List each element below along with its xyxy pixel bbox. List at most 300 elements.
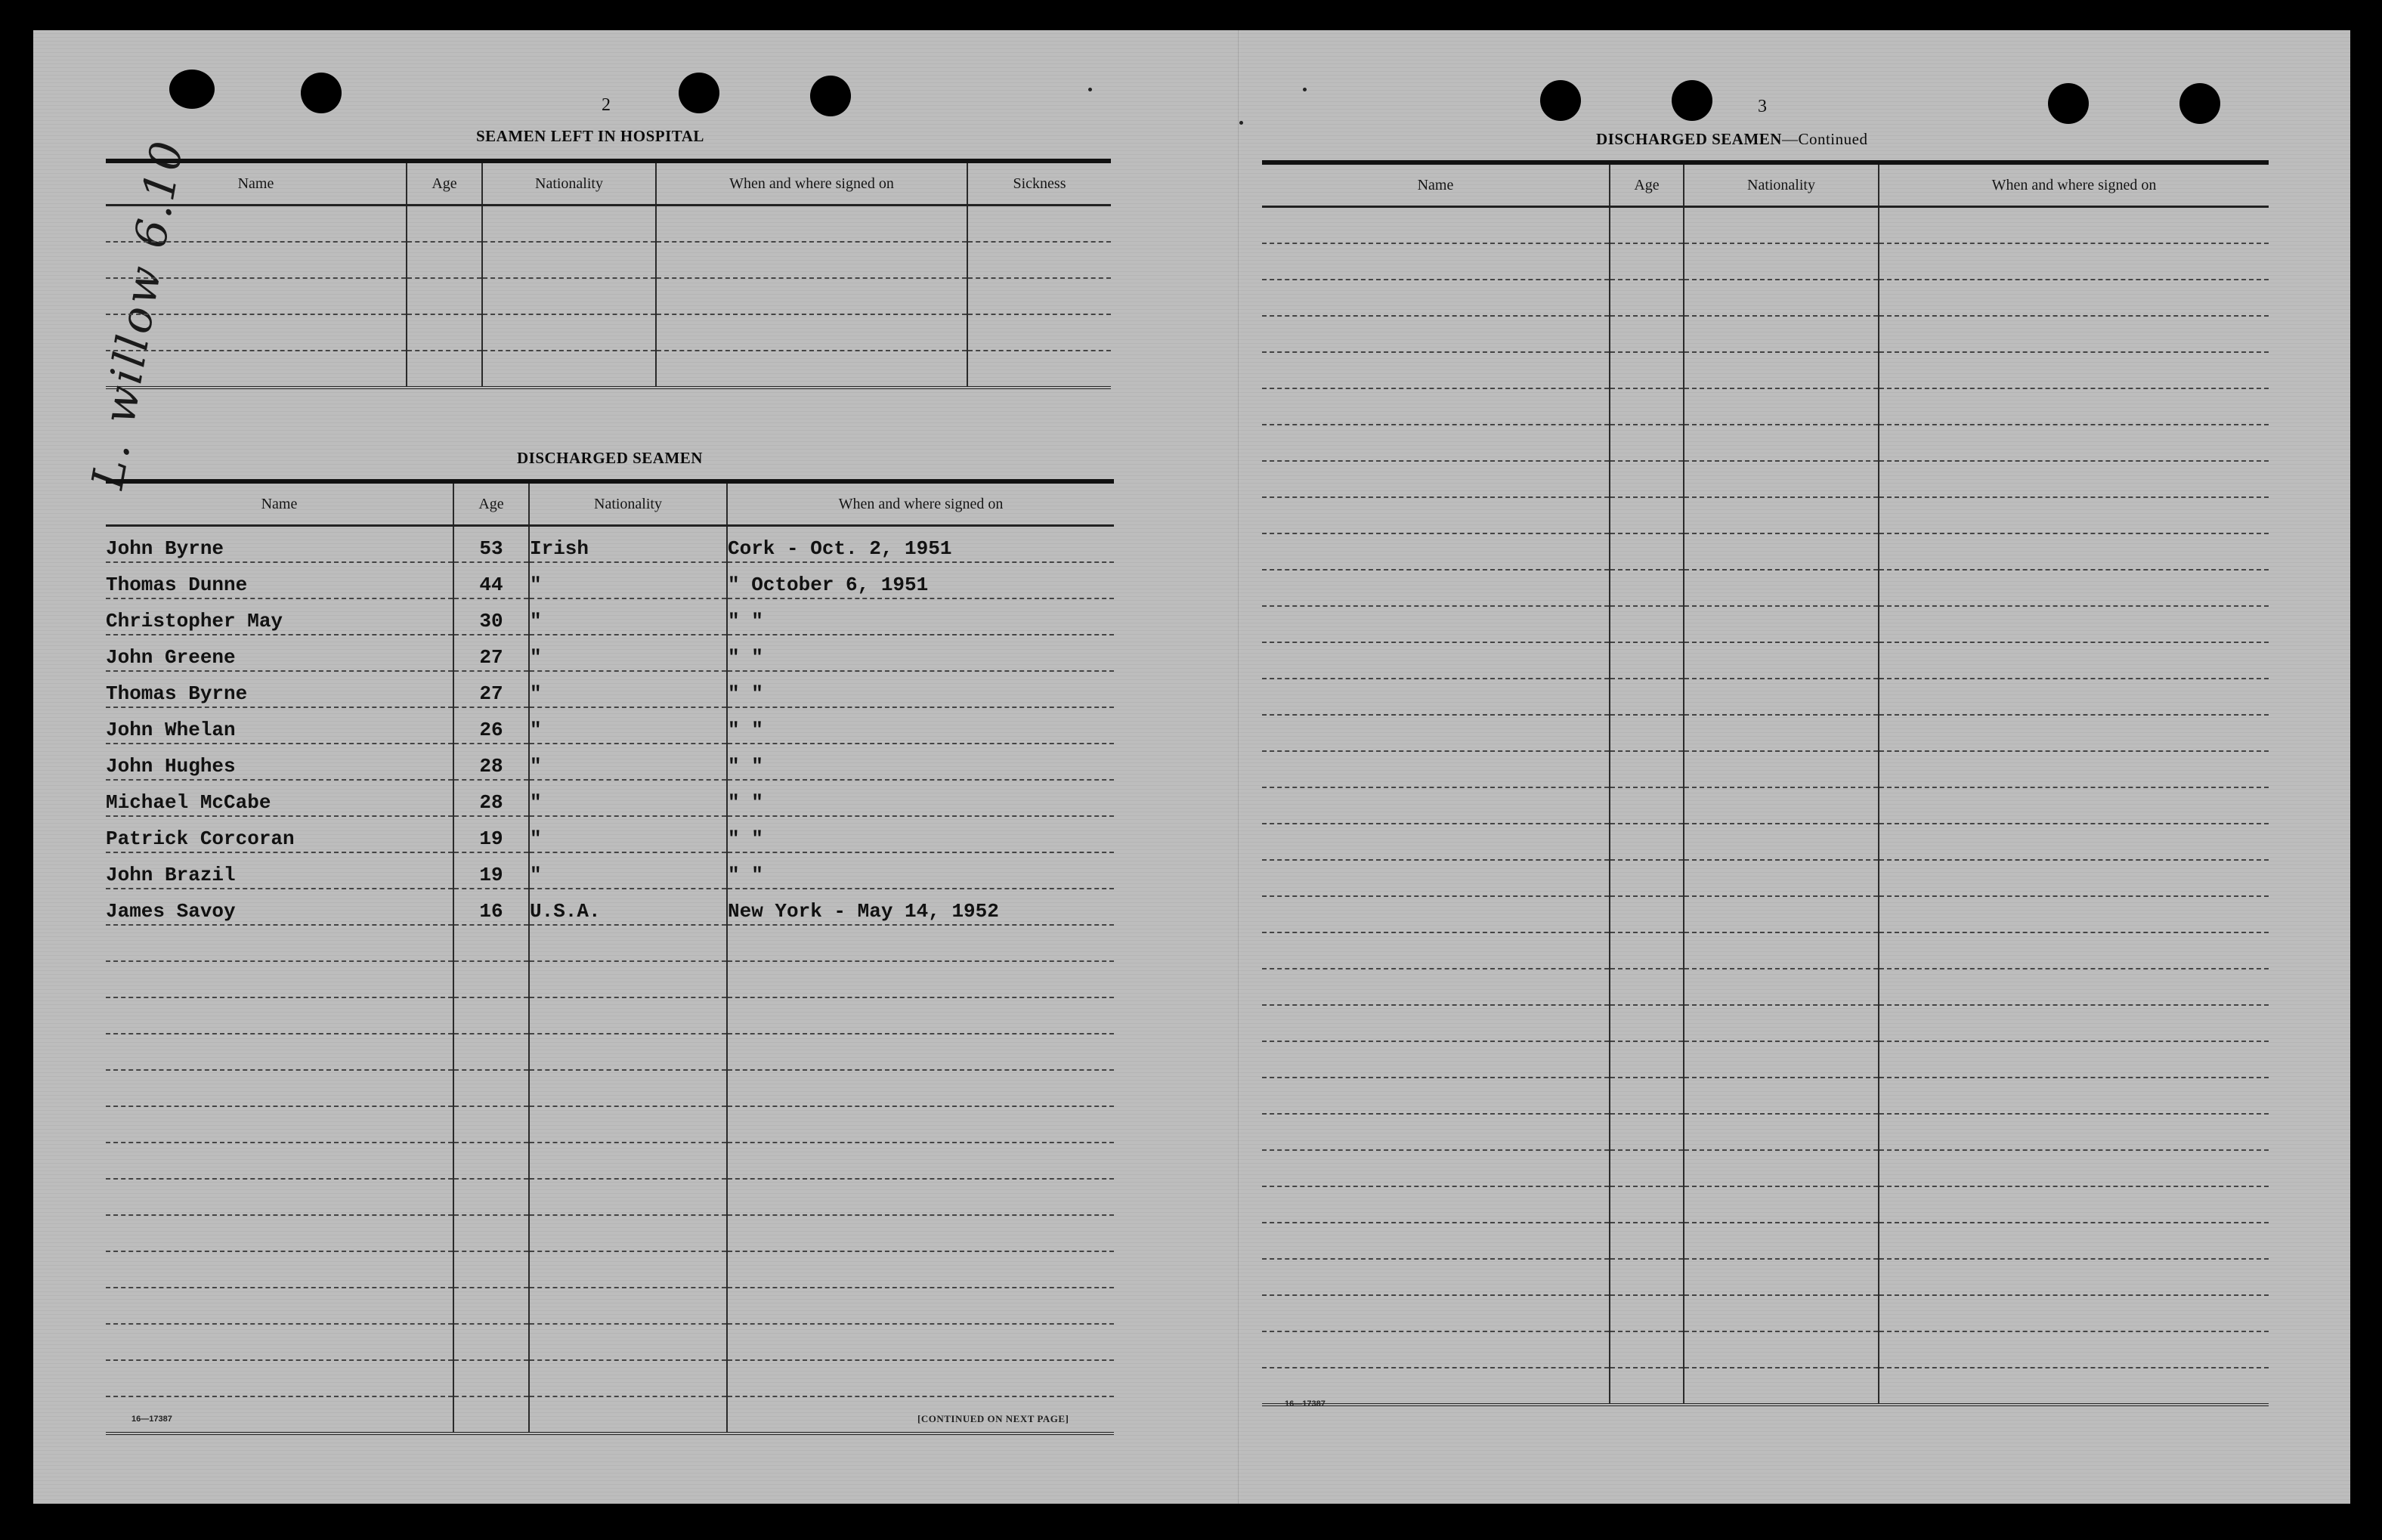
cell-age bbox=[1610, 243, 1684, 280]
cell-age bbox=[453, 1215, 529, 1251]
cell-name bbox=[106, 1324, 453, 1360]
cell-nationality bbox=[529, 1215, 727, 1251]
discharged-continued-table bbox=[1262, 160, 2269, 1406]
cell-nationality bbox=[1684, 1259, 1879, 1295]
cell-when-where bbox=[727, 1251, 1114, 1288]
cell-when-where bbox=[656, 314, 967, 351]
cell-nationality bbox=[482, 314, 656, 351]
cell-when-where bbox=[656, 351, 967, 388]
cell-age bbox=[453, 961, 529, 997]
cell-sickness bbox=[967, 314, 1111, 351]
column-header-name: Name bbox=[106, 481, 453, 526]
cell-age bbox=[1610, 679, 1684, 715]
cell-age bbox=[1610, 316, 1684, 352]
cell-nationality bbox=[1684, 1041, 1879, 1078]
discharged-row bbox=[106, 925, 1114, 961]
cell-when-where bbox=[1879, 533, 2269, 570]
cell-sickness bbox=[967, 351, 1111, 388]
cell-age bbox=[1610, 642, 1684, 679]
blank-row bbox=[1262, 1331, 2269, 1368]
cell-age bbox=[1610, 860, 1684, 896]
page-number-right: 3 bbox=[1758, 97, 1767, 116]
cell-when-where bbox=[1879, 606, 2269, 642]
blank-row bbox=[1262, 461, 2269, 497]
cell-when-where: " " bbox=[727, 635, 1114, 671]
cell-age bbox=[453, 1034, 529, 1070]
cell-age bbox=[407, 351, 482, 388]
cell-name bbox=[1262, 1041, 1610, 1078]
cell-name bbox=[106, 314, 407, 351]
blank-row bbox=[1262, 243, 2269, 280]
cell-nationality bbox=[1684, 969, 1879, 1005]
blank-row bbox=[1262, 1295, 2269, 1331]
blank-row bbox=[1262, 1150, 2269, 1186]
cell-name bbox=[1262, 1295, 1610, 1331]
document-sheet bbox=[33, 30, 2350, 1504]
cell-name bbox=[106, 1215, 453, 1251]
cell-when-where bbox=[727, 925, 1114, 961]
blank-row bbox=[1262, 824, 2269, 860]
cell-nationality bbox=[1684, 1114, 1879, 1150]
cell-name bbox=[1262, 1186, 1610, 1223]
cell-when-where bbox=[727, 1324, 1114, 1360]
column-header-age: Age bbox=[407, 161, 482, 206]
cell-age: 19 bbox=[453, 852, 529, 889]
cell-name bbox=[1262, 824, 1610, 860]
cell-name bbox=[106, 1288, 453, 1324]
cell-name bbox=[1262, 1331, 1610, 1368]
discharged-row bbox=[106, 1070, 1114, 1106]
cell-when-where bbox=[1879, 1041, 2269, 1078]
cell-name bbox=[1262, 207, 1610, 244]
cell-nationality bbox=[1684, 1078, 1879, 1114]
cell-age bbox=[453, 1179, 529, 1215]
cell-age bbox=[1610, 1186, 1684, 1223]
cell-when-where bbox=[1879, 715, 2269, 751]
cell-when-where bbox=[1879, 896, 2269, 932]
cell-age: 26 bbox=[453, 707, 529, 744]
cell-when-where bbox=[1879, 1331, 2269, 1368]
cell-age bbox=[1610, 606, 1684, 642]
cell-name bbox=[1262, 497, 1610, 533]
blank-row bbox=[1262, 860, 2269, 896]
cell-when-where bbox=[1879, 1295, 2269, 1331]
discharged-row bbox=[106, 598, 1114, 635]
cell-sickness bbox=[967, 242, 1111, 278]
discharged-row bbox=[106, 961, 1114, 997]
column-header-when-where: When and where signed on bbox=[727, 481, 1114, 526]
cell-when-where bbox=[1879, 1259, 2269, 1295]
cell-age bbox=[1610, 1078, 1684, 1114]
cell-nationality bbox=[1684, 932, 1879, 969]
cell-when-where bbox=[727, 1179, 1114, 1215]
cell-age bbox=[1610, 207, 1684, 244]
blank-row bbox=[1262, 787, 2269, 824]
cell-nationality bbox=[529, 1251, 727, 1288]
discharged-row bbox=[106, 997, 1114, 1034]
cell-nationality bbox=[1684, 352, 1879, 388]
discharged-row bbox=[106, 852, 1114, 889]
discharged-continued-title bbox=[1596, 130, 1867, 149]
cell-nationality bbox=[1684, 1368, 1879, 1405]
page-fold bbox=[1238, 30, 1240, 1504]
cell-when-where bbox=[1879, 461, 2269, 497]
cell-nationality: " bbox=[529, 671, 727, 707]
column-header-nationality: Nationality bbox=[482, 161, 656, 206]
cell-nationality bbox=[482, 206, 656, 243]
cell-age bbox=[1610, 1295, 1684, 1331]
cell-name bbox=[1262, 642, 1610, 679]
cell-age bbox=[453, 1324, 529, 1360]
cell-when-where bbox=[1879, 751, 2269, 787]
column-header-nationality: Nationality bbox=[529, 481, 727, 526]
cell-when-where bbox=[1879, 1078, 2269, 1114]
column-header-when-where: When and where signed on bbox=[1879, 162, 2269, 207]
discharged-row bbox=[106, 1034, 1114, 1070]
column-header-name: Name bbox=[1262, 162, 1610, 207]
cell-name bbox=[1262, 679, 1610, 715]
cell-age bbox=[453, 1251, 529, 1288]
cell-name bbox=[1262, 570, 1610, 606]
blank-row bbox=[1262, 388, 2269, 425]
cell-age bbox=[1610, 932, 1684, 969]
blank-row bbox=[1262, 207, 2269, 244]
cell-name bbox=[1262, 388, 1610, 425]
cell-name bbox=[1262, 606, 1610, 642]
punch-hole bbox=[2048, 83, 2089, 124]
cell-nationality bbox=[1684, 243, 1879, 280]
discharged-row bbox=[106, 562, 1114, 598]
cell-nationality bbox=[1684, 1223, 1879, 1259]
cell-when-where: Cork - Oct. 2, 1951 bbox=[727, 526, 1114, 563]
cell-nationality: " bbox=[529, 780, 727, 816]
cell-name bbox=[1262, 461, 1610, 497]
cell-when-where: " " bbox=[727, 780, 1114, 816]
cell-nationality bbox=[1684, 1295, 1879, 1331]
blank-row bbox=[1262, 715, 2269, 751]
title-suffix: —Continued bbox=[1781, 130, 1868, 148]
discharged-row bbox=[106, 707, 1114, 744]
discharged-row bbox=[106, 1360, 1114, 1396]
cell-nationality bbox=[1684, 207, 1879, 244]
title-text: DISCHARGED SEAMEN bbox=[1596, 130, 1782, 148]
punch-hole bbox=[1540, 80, 1581, 121]
cell-nationality bbox=[1684, 280, 1879, 316]
cell-nationality bbox=[1684, 388, 1879, 425]
cell-nationality bbox=[1684, 896, 1879, 932]
blank-row bbox=[1262, 352, 2269, 388]
blank-row bbox=[1262, 570, 2269, 606]
blank-row bbox=[1262, 642, 2269, 679]
cell-nationality bbox=[1684, 606, 1879, 642]
hospital-section-title: SEAMEN LEFT IN HOSPITAL bbox=[476, 127, 704, 145]
discharged-row bbox=[106, 889, 1114, 925]
cell-nationality: U.S.A. bbox=[529, 889, 727, 925]
column-header-age: Age bbox=[453, 481, 529, 526]
cell-age bbox=[1610, 425, 1684, 461]
cell-age: 30 bbox=[453, 598, 529, 635]
cell-nationality: " bbox=[529, 852, 727, 889]
cell-nationality bbox=[1684, 715, 1879, 751]
cell-name bbox=[1262, 1005, 1610, 1041]
blank-row bbox=[1262, 1114, 2269, 1150]
cell-when-where: " " bbox=[727, 671, 1114, 707]
cell-nationality bbox=[482, 242, 656, 278]
column-header-age: Age bbox=[1610, 162, 1684, 207]
discharged-header-row bbox=[106, 481, 1114, 526]
cell-age: 53 bbox=[453, 526, 529, 563]
cell-age bbox=[1610, 497, 1684, 533]
cell-age bbox=[453, 997, 529, 1034]
blank-row bbox=[1262, 1005, 2269, 1041]
cell-nationality bbox=[529, 1034, 727, 1070]
cell-name bbox=[106, 1179, 453, 1215]
cell-name: Thomas Byrne bbox=[106, 671, 453, 707]
cell-name bbox=[1262, 896, 1610, 932]
cell-name bbox=[106, 278, 407, 314]
cell-nationality bbox=[1684, 570, 1879, 606]
cell-name bbox=[1262, 1259, 1610, 1295]
discharged-row bbox=[106, 635, 1114, 671]
cell-age: 27 bbox=[453, 635, 529, 671]
cell-name bbox=[106, 1143, 453, 1179]
cell-nationality bbox=[1684, 679, 1879, 715]
cell-age bbox=[453, 925, 529, 961]
cell-nationality bbox=[529, 1360, 727, 1396]
cell-when-where bbox=[727, 1070, 1114, 1106]
cell-nationality bbox=[529, 925, 727, 961]
cell-name bbox=[1262, 751, 1610, 787]
cell-name bbox=[1262, 533, 1610, 570]
ink-speck bbox=[1239, 121, 1243, 125]
discharged-row bbox=[106, 744, 1114, 780]
cell-when-where bbox=[1879, 679, 2269, 715]
cell-age bbox=[1610, 824, 1684, 860]
cell-when-where bbox=[1879, 243, 2269, 280]
cell-when-where bbox=[1879, 1114, 2269, 1150]
cell-name bbox=[1262, 787, 1610, 824]
cell-nationality bbox=[1684, 497, 1879, 533]
cell-age bbox=[1610, 461, 1684, 497]
cell-name: John Greene bbox=[106, 635, 453, 671]
cell-when-where bbox=[727, 1034, 1114, 1070]
discharged-row bbox=[106, 1143, 1114, 1179]
cell-when-where bbox=[1879, 425, 2269, 461]
cell-when-where bbox=[1879, 207, 2269, 244]
cell-when-where bbox=[1879, 280, 2269, 316]
cell-when-where: " " bbox=[727, 816, 1114, 852]
cell-when-where: " " bbox=[727, 852, 1114, 889]
cell-name bbox=[1262, 243, 1610, 280]
cell-name bbox=[106, 1070, 453, 1106]
discharged-row bbox=[106, 1288, 1114, 1324]
cell-name bbox=[1262, 316, 1610, 352]
cell-nationality bbox=[1684, 1331, 1879, 1368]
cell-when-where bbox=[1879, 824, 2269, 860]
blank-row bbox=[1262, 1186, 2269, 1223]
column-header-sickness: Sickness bbox=[967, 161, 1111, 206]
blank-row bbox=[1262, 606, 2269, 642]
cell-name bbox=[106, 1106, 453, 1143]
cell-name bbox=[106, 242, 407, 278]
cell-nationality bbox=[529, 1288, 727, 1324]
cell-when-where bbox=[1879, 1150, 2269, 1186]
cell-age bbox=[1610, 751, 1684, 787]
cell-age bbox=[407, 242, 482, 278]
page-number-left: 2 bbox=[602, 95, 611, 115]
discharged-row bbox=[106, 526, 1114, 563]
cell-when-where bbox=[1879, 860, 2269, 896]
cell-name: Christopher May bbox=[106, 598, 453, 635]
cell-when-where bbox=[1879, 1223, 2269, 1259]
cell-age: 44 bbox=[453, 562, 529, 598]
blank-row bbox=[1262, 679, 2269, 715]
cell-age bbox=[1610, 1005, 1684, 1041]
cell-age bbox=[453, 1288, 529, 1324]
cell-nationality: " bbox=[529, 635, 727, 671]
cell-name: Thomas Dunne bbox=[106, 562, 453, 598]
cell-name bbox=[1262, 352, 1610, 388]
cell-age bbox=[453, 1143, 529, 1179]
cell-when-where bbox=[727, 1360, 1114, 1396]
discharged-row bbox=[106, 780, 1114, 816]
cell-when-where bbox=[727, 1106, 1114, 1143]
cell-age bbox=[453, 1106, 529, 1143]
discharged-row bbox=[106, 1179, 1114, 1215]
blank-row bbox=[1262, 1223, 2269, 1259]
discharged-row bbox=[106, 1251, 1114, 1288]
blank-row bbox=[1262, 280, 2269, 316]
column-header-name: Name bbox=[106, 161, 407, 206]
cell-age bbox=[1610, 787, 1684, 824]
cell-when-where bbox=[1879, 570, 2269, 606]
cell-when-where bbox=[727, 1143, 1114, 1179]
cell-age: 28 bbox=[453, 780, 529, 816]
cell-name: Patrick Corcoran bbox=[106, 816, 453, 852]
cell-age bbox=[1610, 1223, 1684, 1259]
cell-name: John Byrne bbox=[106, 526, 453, 563]
hospital-table bbox=[106, 159, 1111, 389]
form-number-right: 16—17387 bbox=[1285, 1399, 1326, 1409]
cell-when-where bbox=[1879, 969, 2269, 1005]
cell-when-where bbox=[727, 1215, 1114, 1251]
cell-when-where bbox=[727, 961, 1114, 997]
cell-when-where bbox=[1879, 642, 2269, 679]
ink-speck bbox=[1303, 88, 1307, 91]
cell-when-where bbox=[727, 997, 1114, 1034]
blank-row bbox=[1262, 1259, 2269, 1295]
cell-when-where bbox=[1879, 1005, 2269, 1041]
cell-age bbox=[1610, 570, 1684, 606]
hospital-row bbox=[106, 206, 1111, 243]
cell-name bbox=[1262, 932, 1610, 969]
punch-hole bbox=[301, 73, 342, 113]
cell-name: Michael McCabe bbox=[106, 780, 453, 816]
cell-nationality bbox=[1684, 425, 1879, 461]
blank-row bbox=[1262, 969, 2269, 1005]
punch-hole bbox=[679, 73, 719, 113]
hospital-header-row bbox=[106, 161, 1111, 206]
cell-nationality bbox=[529, 1179, 727, 1215]
cell-name bbox=[106, 1251, 453, 1288]
cell-nationality bbox=[1684, 751, 1879, 787]
cell-when-where bbox=[1879, 1368, 2269, 1405]
cell-age bbox=[407, 314, 482, 351]
cell-when-where bbox=[656, 206, 967, 243]
cell-when-where bbox=[1879, 316, 2269, 352]
blank-row bbox=[1262, 932, 2269, 969]
cell-nationality: Irish bbox=[529, 526, 727, 563]
cell-name bbox=[1262, 1114, 1610, 1150]
punch-hole bbox=[2179, 83, 2220, 124]
discharged-row bbox=[106, 1215, 1114, 1251]
continued-note: [CONTINUED ON NEXT PAGE] bbox=[917, 1413, 1069, 1424]
cell-age: 28 bbox=[453, 744, 529, 780]
cell-nationality: " bbox=[529, 744, 727, 780]
cell-nationality: " bbox=[529, 816, 727, 852]
cell-when-where: " " bbox=[727, 744, 1114, 780]
cell-name bbox=[1262, 715, 1610, 751]
column-header-when-where: When and where signed on bbox=[656, 161, 967, 206]
hospital-row bbox=[106, 242, 1111, 278]
blank-row bbox=[1262, 316, 2269, 352]
cell-nationality bbox=[1684, 787, 1879, 824]
cell-name bbox=[1262, 1150, 1610, 1186]
cell-name: John Brazil bbox=[106, 852, 453, 889]
cell-name bbox=[1262, 969, 1610, 1005]
cell-nationality bbox=[529, 961, 727, 997]
cell-name bbox=[106, 351, 407, 388]
cell-age bbox=[1610, 280, 1684, 316]
cell-age bbox=[1610, 1368, 1684, 1405]
cell-when-where bbox=[656, 278, 967, 314]
cell-nationality bbox=[482, 278, 656, 314]
blank-row bbox=[1262, 1368, 2269, 1405]
cell-nationality bbox=[1684, 642, 1879, 679]
cell-name: James Savoy bbox=[106, 889, 453, 925]
discharged-table bbox=[106, 479, 1114, 1435]
discharged-row bbox=[106, 1106, 1114, 1143]
blank-row bbox=[1262, 497, 2269, 533]
cell-name: John Hughes bbox=[106, 744, 453, 780]
blank-row bbox=[1262, 1078, 2269, 1114]
hospital-row bbox=[106, 314, 1111, 351]
cell-age bbox=[1610, 1331, 1684, 1368]
cell-name bbox=[1262, 1078, 1610, 1114]
cell-nationality bbox=[529, 1396, 727, 1433]
cell-when-where: " " bbox=[727, 707, 1114, 744]
cell-age bbox=[407, 206, 482, 243]
blank-row bbox=[1262, 533, 2269, 570]
form-number-left: 16—17387 bbox=[131, 1415, 172, 1424]
cell-nationality bbox=[1684, 1005, 1879, 1041]
cell-name bbox=[1262, 425, 1610, 461]
cell-age bbox=[1610, 1114, 1684, 1150]
cell-age bbox=[453, 1360, 529, 1396]
discharged-row bbox=[106, 671, 1114, 707]
ink-speck bbox=[1088, 88, 1092, 91]
cell-nationality: " bbox=[529, 562, 727, 598]
cell-name bbox=[106, 925, 453, 961]
punch-hole bbox=[810, 76, 851, 116]
cell-age bbox=[1610, 533, 1684, 570]
cell-age bbox=[1610, 1150, 1684, 1186]
cell-when-where bbox=[1879, 787, 2269, 824]
cell-when-where: " October 6, 1951 bbox=[727, 562, 1114, 598]
cell-nationality bbox=[1684, 533, 1879, 570]
cell-nationality bbox=[1684, 461, 1879, 497]
cell-nationality bbox=[1684, 1150, 1879, 1186]
